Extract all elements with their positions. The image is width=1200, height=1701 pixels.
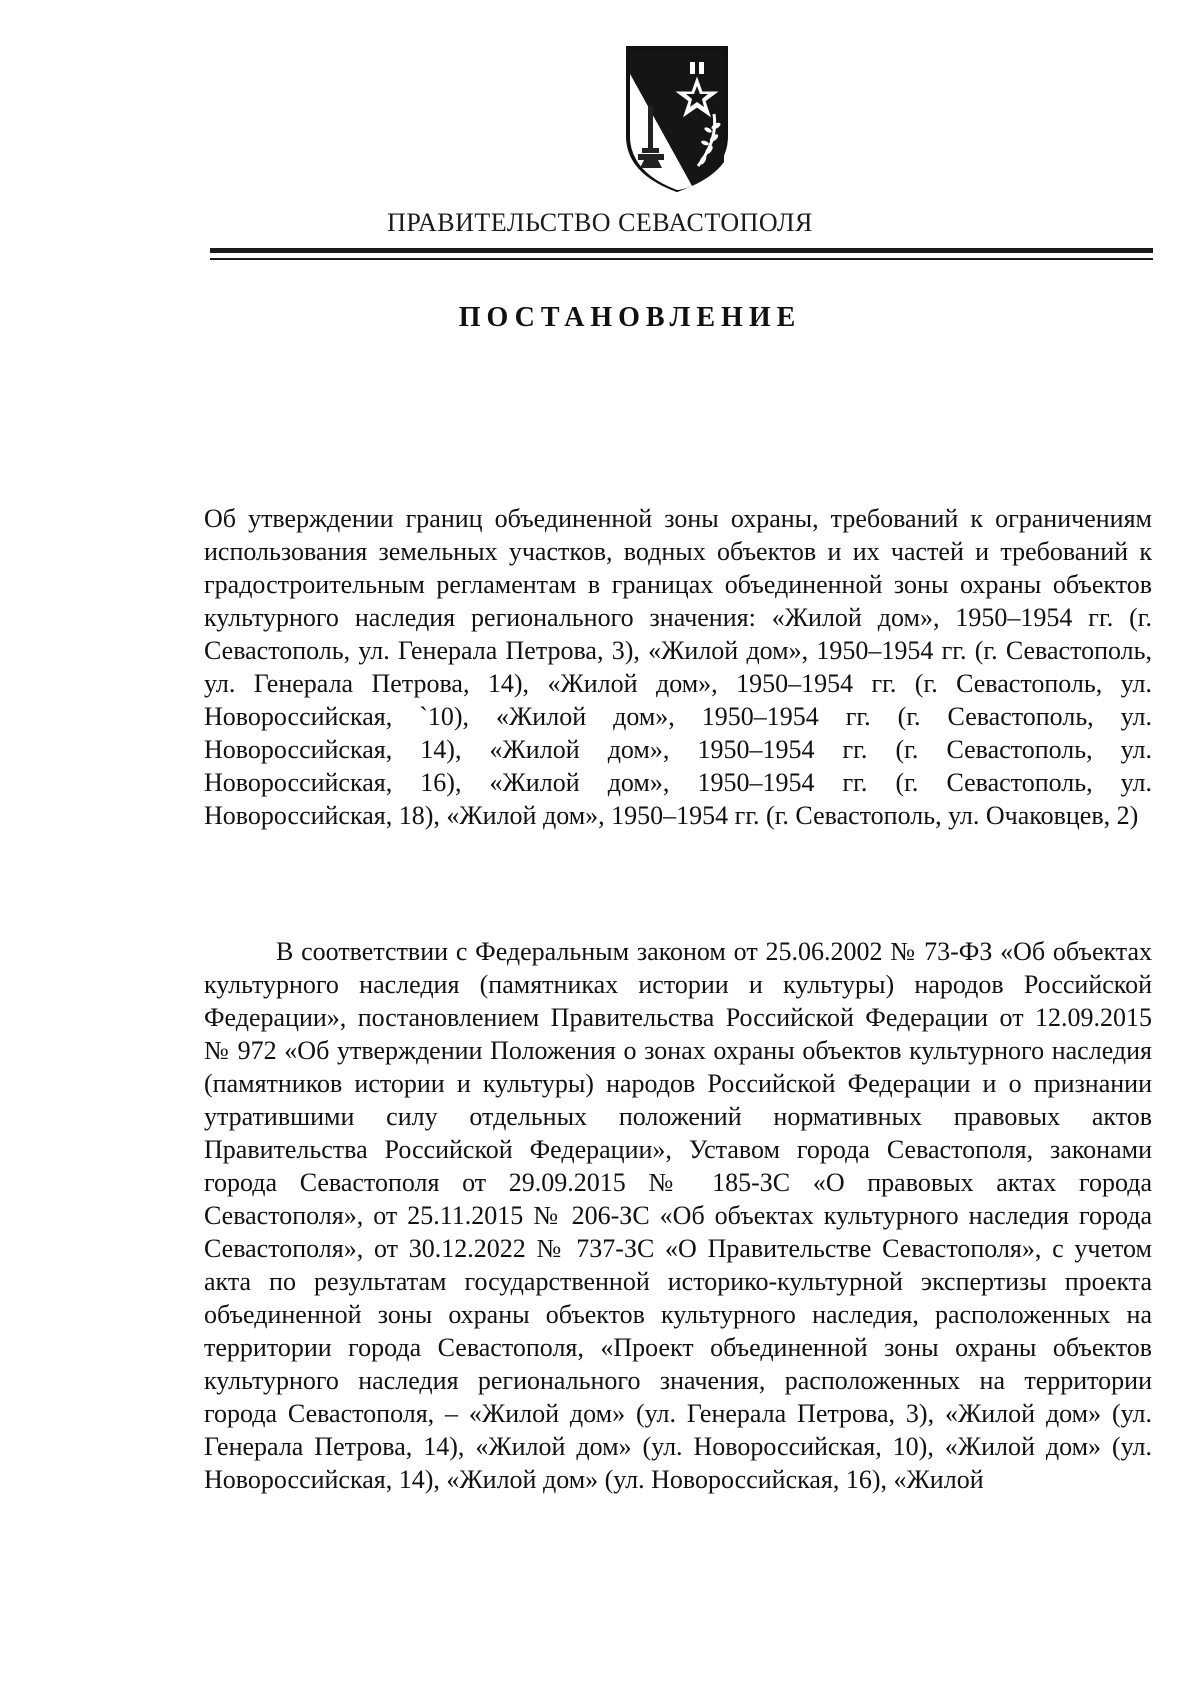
document-basis-paragraph: В соответствии с Федеральным законом от 25.06.2002 № 73-ФЗ «Об объектах культурного наследия (памятниках истории и культуры) народов Российской Федерации», постановлением Правительства Российской Федерации от 12.09.2015 № 972 «Об утверждении Положения о зонах охраны объектов культурного наследия (памятников истории и культуры) народов Российской Федерации и о признании утратившими силу отдельных положений нормативных правовых актов Правительства Российской Федерации», Уставом города Севастополя, законами города Севастополя от 29.09.2015 № 185-ЗС «О правовых актах города Севастополя», от 25.11.2015 № 206-ЗС «Об объектах культурного наследия города Севастополя», от 30.12.2022 № 737-ЗС «О Правительстве Севастополя», с учетом акта по результатам государственной историко-культурной экспертизы проекта объединенной зоны охраны объектов культурного наследия, расположенных на территории города Севастополя, «Проект объединенной зоны охраны объектов культурного наследия регионального значения, расположенных на территории города Севастополя, – «Жилой дом» (ул. Генерала Петрова, 3), «Жилой дом» (ул. Генерала Петрова, 14), «Жилой дом» (ул. Новороссийская, 10), «Жилой дом» (ул. Новороссийская, 14), «Жилой дом» (ул. Новороссийская, 16), «Жилой — [204, 937, 1152, 1494]
document-subject: Об утверждении границ объединенной зоны охраны, требований к ограничениям использования земельных участков, водных объектов и их частей и требований к градостроительным регламентам в границах объединенной зоны охраны объектов культурного наследия регионального значения: «Жилой дом», 1950–1954 гг. (г. Севастополь, ул. Генерала Петрова, 3), «Жилой дом», 1950–1954 гг. (г. Севастополь, ул. Генерала Петрова, 14), «Жилой дом», 1950–1954 гг. (г. Севастополь, ул. Новороссийская, `10), «Жилой дом», 1950–1954 гг. (г. Севастополь, ул. Новороссийская, 14), «Жилой дом», 1950–1954 гг. (г. Севастополь, ул. Новороссийская, 16), «Жилой дом», 1950–1954 гг. (г. Севастополь, ул. Новороссийская, 18), «Жилой дом», 1950–1954 гг. (г. Севастополь, ул. Очаковцев, 2) — [204, 504, 1152, 830]
sevastopol-coat-of-arms-icon — [622, 44, 732, 194]
header-divider-thick — [210, 248, 1153, 253]
organization-name: ПРАВИТЕЛЬСТВО СЕВАСТОПОЛЯ — [387, 208, 813, 237]
header-divider-thin — [210, 258, 1153, 260]
document-type-title: ПОСТАНОВЛЕНИЕ — [458, 302, 802, 333]
